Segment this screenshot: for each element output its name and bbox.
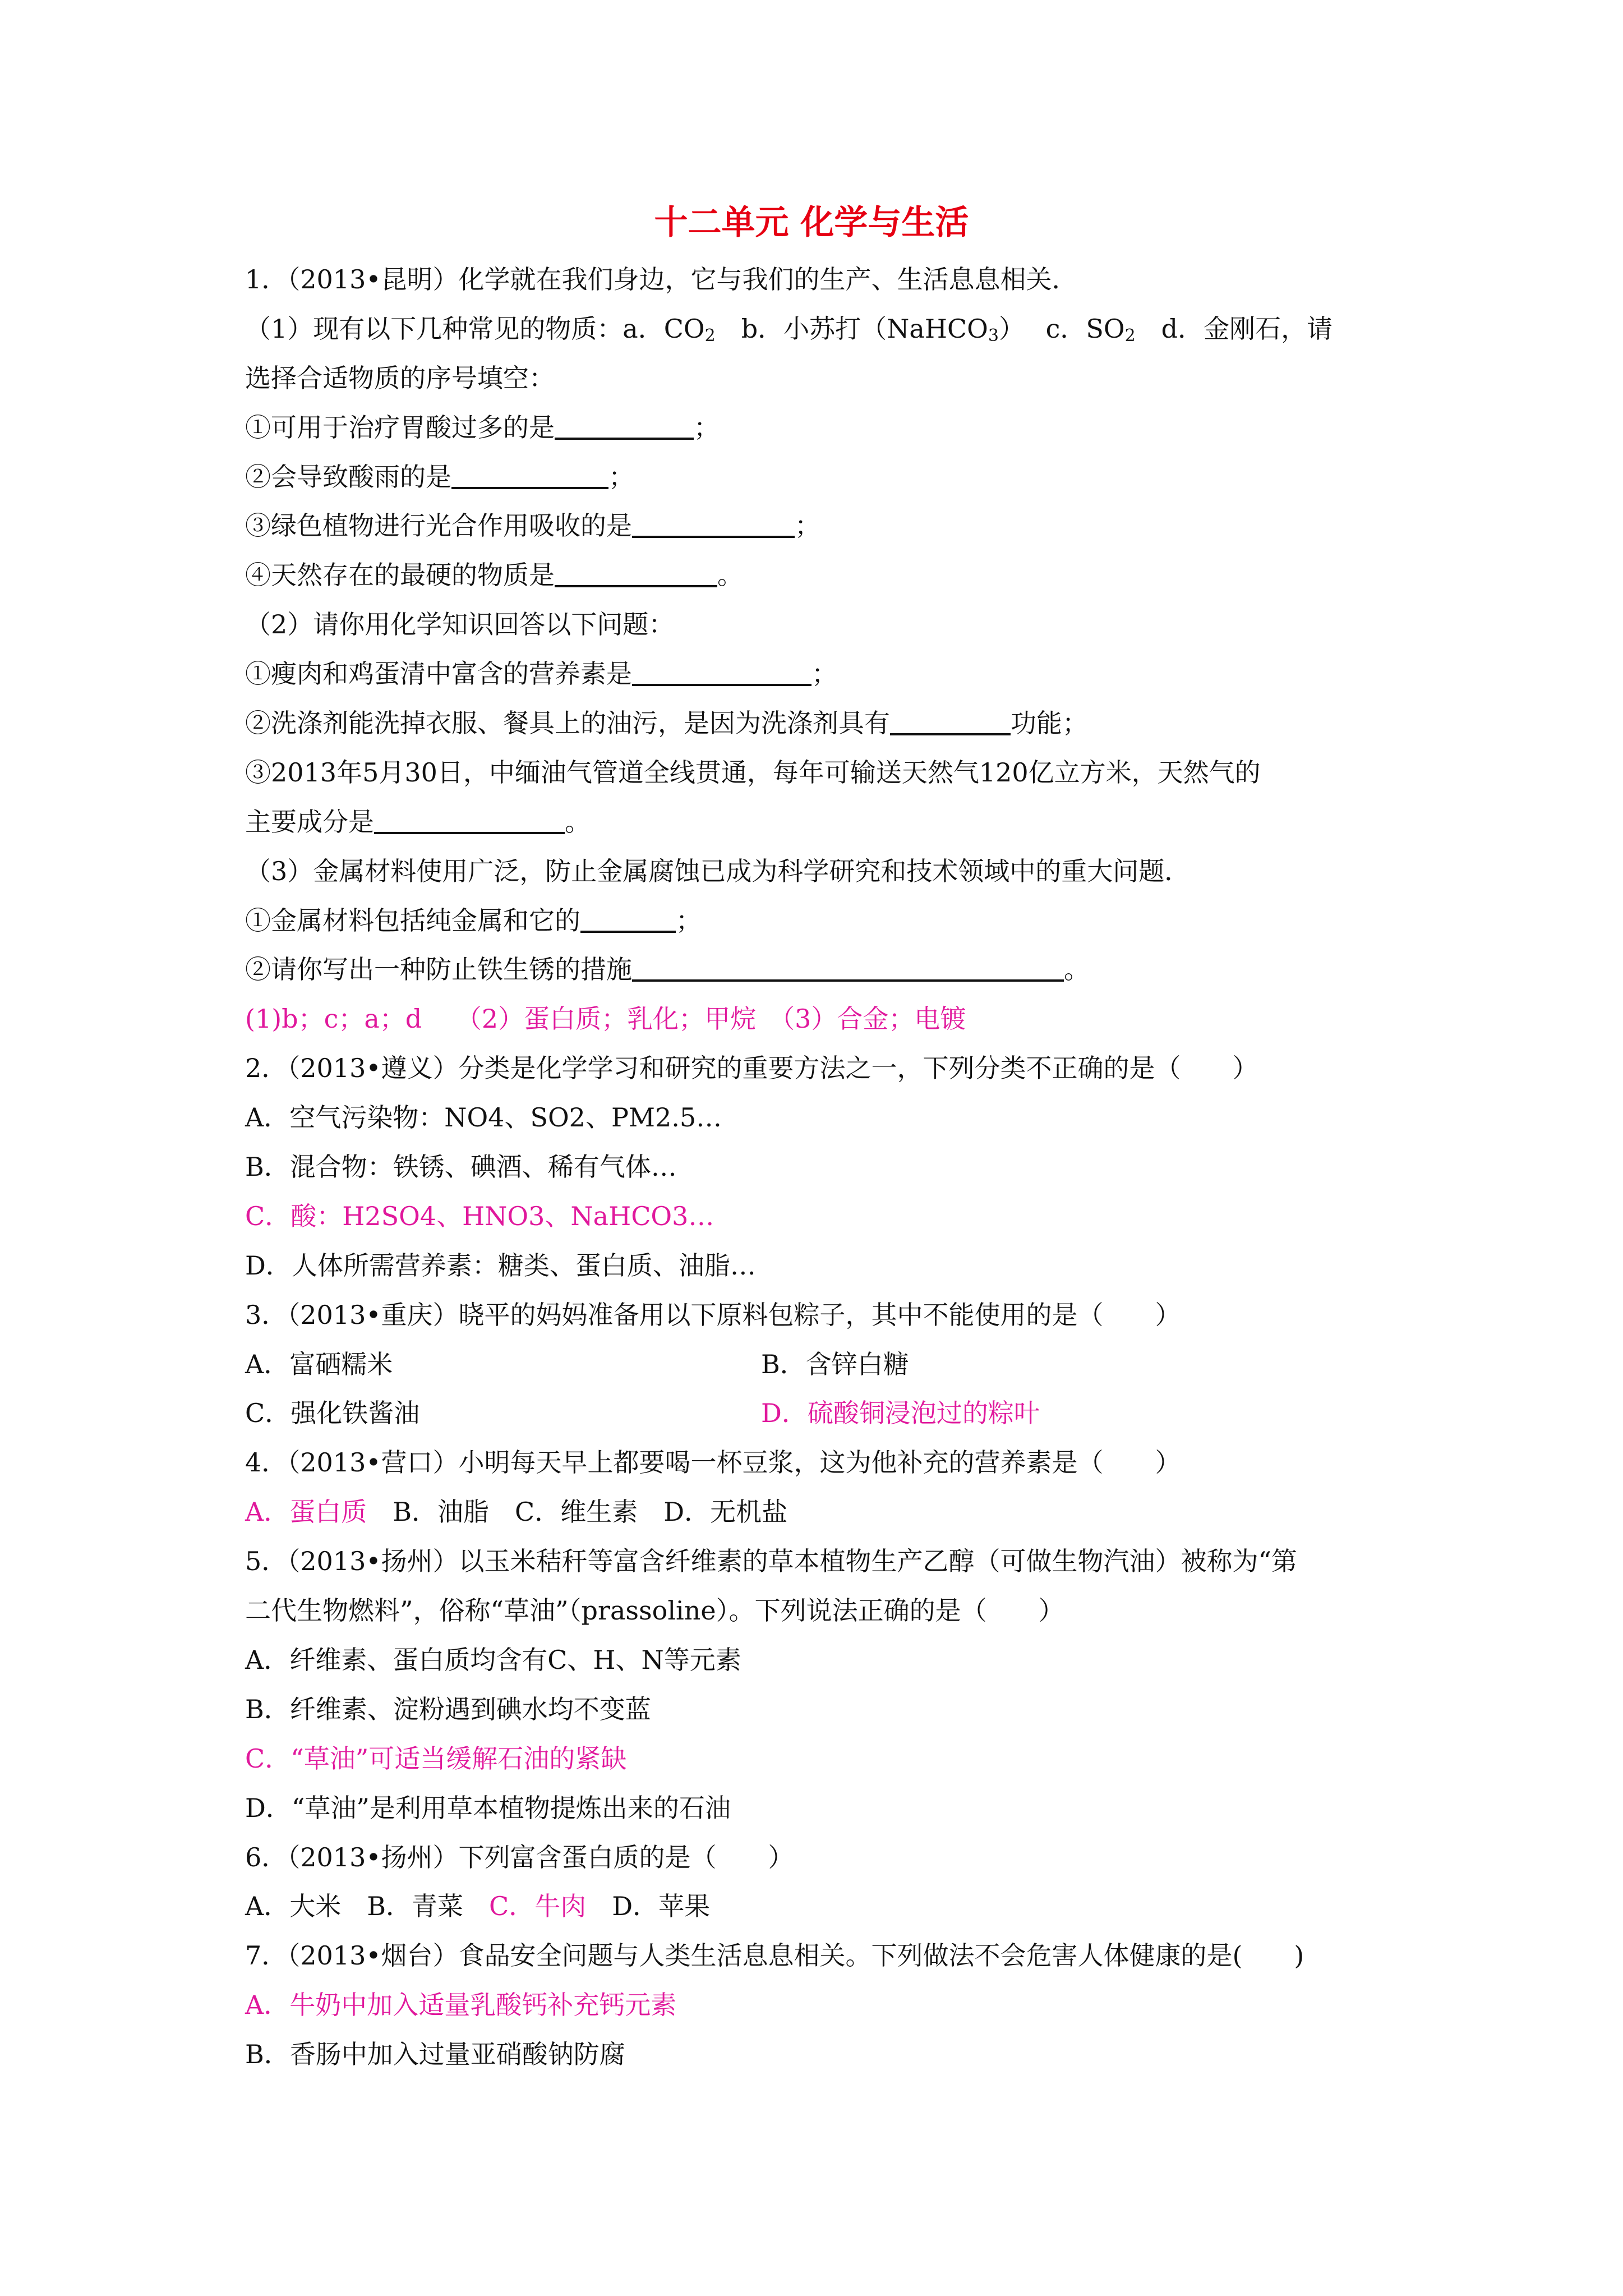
q7-option-a-answer: A．牛奶中加入适量乳酸钙补充钙元素 <box>245 1990 677 2021</box>
q2-option-d: D．人体所需营养素：糖类、蛋白质、油脂… <box>245 1250 756 1281</box>
q4-options <box>245 1488 1389 1537</box>
q1-j1-text: ①瘦肉和鸡蛋清中富含的营养素是 <box>245 659 632 689</box>
q1-part1-line2: 选择合适物质的序号填空： <box>245 362 555 393</box>
q5-option-b: B．纤维素、淀粉遇到碘水均不变蓝 <box>245 1694 651 1724</box>
answer-blank[interactable] <box>555 558 717 587</box>
q3-option-b: B．含锌白糖 <box>761 1349 909 1379</box>
q3-stem: 3．（2013•重庆）晓平的妈妈准备用以下原料包粽子，其中不能使用的是（ ） <box>245 1299 1181 1330</box>
q5-option-a: A．纤维素、蛋白质均含有C、H、N等元素 <box>245 1644 741 1675</box>
punct: ； <box>676 905 702 936</box>
punct: 。 <box>1064 954 1090 985</box>
q1-k1-text: ①金属材料包括纯金属和它的 <box>245 905 580 936</box>
q5-option-c-answer: C．“草油”可适当缓解石油的紧缺 <box>245 1743 627 1774</box>
q6-stem: 6．（2013•扬州）下列富含蛋白质的是（ ） <box>245 1842 794 1872</box>
q1-item1 <box>245 403 1389 453</box>
answer-blank[interactable] <box>890 706 1011 735</box>
q1-k2-text: ②请你写出一种防止铁生锈的措施 <box>245 954 632 985</box>
q1-answer: (1)b；c；a；d （2）蛋白质；乳化；甲烷 （3）合金；电镀 <box>245 1004 966 1034</box>
answer-blank[interactable] <box>451 460 608 489</box>
document-body <box>245 255 1389 2079</box>
q6-options <box>245 1882 1389 1931</box>
q1-part1-line1 <box>245 305 1389 354</box>
q7-stem: 7．（2013•烟台）食品安全问题与人类生活息息相关。下列做法不会危害人体健康的是( ) <box>245 1940 1304 1971</box>
q1-part1-c: ） c．SO <box>998 313 1125 344</box>
answer-blank[interactable] <box>555 411 694 440</box>
q1-j2-text: ②洗涤剂能洗掉衣服、餐具上的油污，是因为洗涤剂具有 <box>245 708 890 739</box>
q5-stem-line1: 5．（2013•扬州）以玉米秸秆等富含纤维素的草本植物生产乙醇（可做生物汽油）被称为“第 <box>245 1546 1297 1577</box>
punct: ； <box>694 412 720 443</box>
q1-item3 <box>245 501 1389 551</box>
q3-option-a: A．富硒糯米 <box>245 1349 393 1379</box>
q2-option-c-answer: C．酸：H2SO4、HNO3、NaHCO3… <box>245 1200 714 1231</box>
punct: 。 <box>717 560 743 591</box>
q1-item3-text: ③绿色植物进行光合作用吸收的是 <box>245 510 632 541</box>
q1-part1-b: b．小苏打（NaHCO <box>715 313 988 344</box>
q6-option-d: D．苹果 <box>586 1891 711 1922</box>
q6-option-a: A．大米 <box>245 1891 342 1922</box>
punct: 。 <box>565 806 591 837</box>
q1-j2-tail: 功能； <box>1011 708 1088 739</box>
q6-option-b: B．青菜 <box>341 1891 464 1922</box>
q1-item2 <box>245 453 1389 502</box>
q4-option-a-answer: A．蛋白质 <box>245 1497 367 1527</box>
answer-blank[interactable] <box>580 904 676 933</box>
q1-part2-item3a: ③2013年5月30日，中缅油气管道全线贯通，每年可输送天然气120亿立方米，天然气的 <box>245 757 1261 788</box>
punct: ； <box>795 510 820 541</box>
q1-part2-item2 <box>245 699 1389 748</box>
q1-part3-item2 <box>245 945 1389 995</box>
q1-j3b-text: 主要成分是 <box>245 806 374 837</box>
answer-blank[interactable] <box>374 805 565 834</box>
q1-item2-text: ②会导致酸雨的是 <box>245 461 451 492</box>
q4-option-c: C．维生素 <box>489 1497 638 1527</box>
q3-option-d-answer: D．硫酸铜浸泡过的粽叶 <box>761 1398 1040 1429</box>
q1-item1-text: ①可用于治疗胃酸过多的是 <box>245 412 555 443</box>
q1-item4 <box>245 551 1389 600</box>
q2-option-b: B．混合物：铁锈、碘酒、稀有气体… <box>245 1152 677 1182</box>
q3-options-ab <box>245 1340 1389 1389</box>
q5-stem-line2: 二代生物燃料”，俗称“草油”（prassoline）。下列说法正确的是（ ） <box>245 1595 1064 1626</box>
q1-part3-item1 <box>245 896 1389 946</box>
punct: ； <box>811 659 837 689</box>
q6-option-c-answer: C．牛肉 <box>463 1891 587 1922</box>
q1-part2-item1 <box>245 650 1389 699</box>
q3-options-cd <box>245 1389 1389 1438</box>
q5-option-d: D．“草油”是利用草本植物提炼出来的石油 <box>245 1792 731 1823</box>
q2-option-a: A．空气污染物：NO4、SO2、PM2.5… <box>245 1102 722 1133</box>
q1-sub-a: 2 <box>704 325 716 346</box>
page-title: 十二单元 化学与生活 <box>654 203 969 242</box>
q1-sub-c: 2 <box>1124 325 1136 346</box>
q1-sub-b: 3 <box>988 325 999 346</box>
q4-stem: 4．（2013•营口）小明每天早上都要喝一杯豆浆，这为他补充的营养素是（ ） <box>245 1447 1181 1478</box>
q1-stem: 1．（2013•昆明）化学就在我们身边，它与我们的生产、生活息息相关． <box>245 264 1078 295</box>
q1-part3: （3）金属材料使用广泛，防止金属腐蚀已成为科学研究和技术领域中的重大问题． <box>245 855 1191 886</box>
q1-part2-item3b <box>245 798 1389 847</box>
q2-stem: 2．（2013•遵义）分类是化学学习和研究的重要方法之一，下列分类不正确的是（ ） <box>245 1053 1258 1084</box>
q1-item4-text: ④天然存在的最硬的物质是 <box>245 560 555 591</box>
q3-option-c: C．强化铁酱油 <box>245 1398 420 1429</box>
answer-blank[interactable] <box>632 657 811 686</box>
punct: ； <box>608 461 634 492</box>
q4-option-d: D．无机盐 <box>638 1497 788 1527</box>
q7-option-b: B．香肠中加入过量亚硝酸钠防腐 <box>245 2039 625 2070</box>
answer-blank[interactable] <box>632 953 1064 982</box>
answer-blank[interactable] <box>632 509 795 538</box>
q4-option-b: B．油脂 <box>367 1497 490 1527</box>
q1-part1-d: d．金刚石，请 <box>1135 313 1333 344</box>
q1-part2: （2）请你用化学知识回答以下问题： <box>245 609 675 640</box>
q1-part1-a: （1）现有以下几种常见的物质：a．CO <box>245 313 705 344</box>
